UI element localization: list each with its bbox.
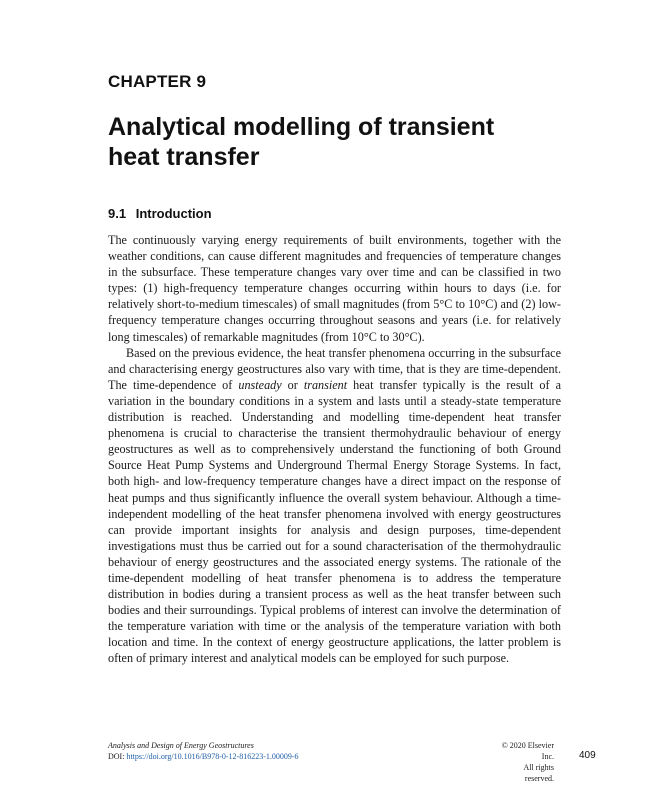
doi-line xyxy=(108,751,299,762)
paragraph-1: The continuously varying energy requirements of built environments, together with the weather conditions, can cause different magnitudes and frequencies of temperature changes in the subsurface. These temperature changes vary over time and can be classified in two types: (1) high-frequency temperature changes occurring within hours to days (i.e. for relatively short-to-medium timescales) of small magnitudes (from 5°C to 10°C) and (2) low-frequency temperature changes occurring throughout seasons and years (i.e. for relatively long timescales) of remarkable magnitudes (from 10°C to 30°C). xyxy=(108,233,561,344)
paragraph-2 xyxy=(108,345,561,667)
page-number: 409 xyxy=(579,750,596,761)
chapter-title-line-1: Analytical modelling of transient xyxy=(108,113,495,141)
chapter-title xyxy=(108,112,568,172)
section-title: Introduction xyxy=(135,206,212,221)
term-transient: transient xyxy=(303,377,348,392)
doi-label: DOI: xyxy=(108,752,125,761)
paragraph-2-part-b: or xyxy=(281,377,304,392)
chapter-label: CHAPTER 9 xyxy=(108,72,207,91)
term-unsteady: unsteady xyxy=(238,377,282,392)
section-heading xyxy=(108,206,212,221)
body-text xyxy=(108,232,561,667)
doi-link[interactable]: https://doi.org/10.1016/B978-0-12-816223-1.00009-6 xyxy=(126,752,299,761)
book-title: Analysis and Design of Energy Geostructures xyxy=(108,741,254,750)
section-number: 9.1 xyxy=(108,206,127,221)
paragraph-2-part-c: heat transfer typically is the result of a variation in the boundary conditions in a system and lasts until a steady-state temperature distribution is reached. Understanding and modelling time-dependent heat transfer phenomena is crucial to characterise the transient thermohydraulic behaviour of energy geostructures as well as to comprehensively understand the functioning of both Ground Source Heat Pump Systems and Underground Thermal Energy Storage Systems. In fact, both high- and low-frequency temperature changes have a direct impact on the response of heat pumps and thus significantly influence the overall system behaviour. Although a time-independent modelling of the heat transfer phenomena involved with energy geostructures can provide important insights for analysis and design purposes, time-dependent investigations must thus be carried out for a sound characterisation of the thermohydraulic behaviour of energy geostructures and the associated energy systems. The rationale of the time-dependent modelling of heat transfer phenomena is to address the temperature distribution in bodies during a transient process as well as the heat transfer between such bodies and their surroundings. Typical problems of interest can involve the determination of the temperature variation with time or the analysis of the temperature variation with both location and time. In the context of energy geostructure applications, the latter problem is often of primary interest and analytical models can be employed for such purpose. xyxy=(108,377,561,666)
chapter-title-line-2: heat transfer xyxy=(108,143,260,171)
footer-citation xyxy=(108,740,299,762)
paragraph-2-part-a: Based on the previous evidence, the heat transfer phenomena occurring in the subsurface and characterising energy geostructures also vary with time, that is they are time-dependent. The time-dependence of xyxy=(108,345,561,392)
rights-text: All rights reserved. xyxy=(523,763,554,783)
footer-copyright xyxy=(494,740,554,784)
copyright-text: © 2020 Elsevier Inc. xyxy=(501,741,554,761)
